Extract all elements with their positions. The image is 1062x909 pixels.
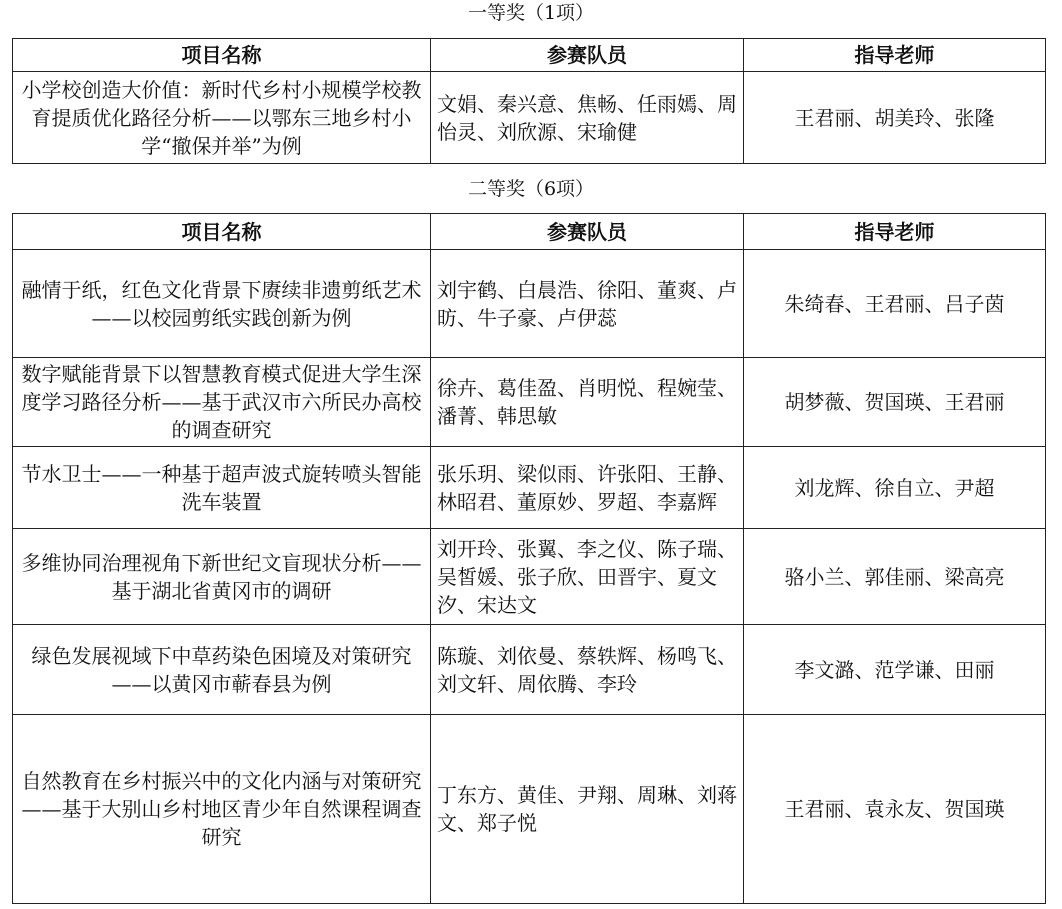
table-row [13,447,1046,529]
header-team-members: 参赛队员 [431,214,744,250]
first-prize-title: 一等奖（1项） [467,2,595,24]
advisors-cell: 刘龙辉、徐自立、尹超 [744,447,1046,529]
team-members-cell: 陈璇、刘依曼、蔡轶辉、杨鸣飞、刘文轩、周依腾、李玲 [431,625,744,715]
table-row [13,72,1046,164]
project-name-cell: 融情于纸，红色文化背景下赓续非遗剪纸艺术——以校园剪纸实践创新为例 [13,250,431,358]
advisors-cell: 朱绮春、王君丽、吕子茵 [744,250,1046,358]
advisors-cell: 胡梦薇、贺国瑛、王君丽 [744,358,1046,447]
project-name-cell: 节水卫士——一种基于超声波式旋转喷头智能洗车装置 [13,447,431,529]
second-prize-table [12,213,1046,904]
project-name-cell: 小学校创造大价值：新时代乡村小规模学校教育提质优化路径分析——以鄂东三地乡村小学“撤保并举”为例 [13,72,431,164]
team-members-cell: 丁东方、黄佳、尹翔、周琳、刘蒋文、郑子悦 [431,715,744,904]
header-project-name: 项目名称 [13,39,431,72]
table-row [13,250,1046,358]
team-members-cell: 刘开玲、张翼、李之仪、陈子瑞、吴皙媛、张子欣、田晋宇、夏文汐、宋达文 [431,529,744,625]
table-row [13,358,1046,447]
team-members-cell: 文娟、秦兴意、焦畅、任雨嫣、周怡灵、刘欣源、宋瑜健 [431,72,744,164]
team-members-cell: 徐卉、葛佳盈、肖明悦、程婉莹、潘菁、韩思敏 [431,358,744,447]
advisors-cell: 李文潞、范学谦、田丽 [744,625,1046,715]
project-name-cell: 自然教育在乡村振兴中的文化内涵与对策研究——基于大别山乡村地区青少年自然课程调查研究 [13,715,431,904]
team-members-cell: 刘宇鹤、白晨浩、徐阳、董爽、卢昉、牛子豪、卢伊蕊 [431,250,744,358]
table-header-row [13,39,1046,72]
advisors-cell: 骆小兰、郭佳丽、梁高亮 [744,529,1046,625]
project-name-cell: 多维协同治理视角下新世纪文盲现状分析——基于湖北省黄冈市的调研 [13,529,431,625]
advisors-cell: 王君丽、胡美玲、张隆 [744,72,1046,164]
advisors-cell: 王君丽、袁永友、贺国瑛 [744,715,1046,904]
table-header-row [13,214,1046,250]
header-advisors: 指导老师 [744,39,1046,72]
header-advisors: 指导老师 [744,214,1046,250]
table-row [13,625,1046,715]
first-prize-table [12,38,1046,164]
table-row [13,715,1046,904]
team-members-cell: 张乐玥、梁似雨、许张阳、王静、林昭君、董原妙、罗超、李嘉辉 [431,447,744,529]
project-name-cell: 绿色发展视域下中草药染色困境及对策研究——以黄冈市蕲春县为例 [13,625,431,715]
header-project-name: 项目名称 [13,214,431,250]
header-team-members: 参赛队员 [431,39,744,72]
project-name-cell: 数字赋能背景下以智慧教育模式促进大学生深度学习路径分析——基于武汉市六所民办高校的调查研究 [13,358,431,447]
table-row [13,529,1046,625]
second-prize-title: 二等奖（6项） [467,178,595,200]
